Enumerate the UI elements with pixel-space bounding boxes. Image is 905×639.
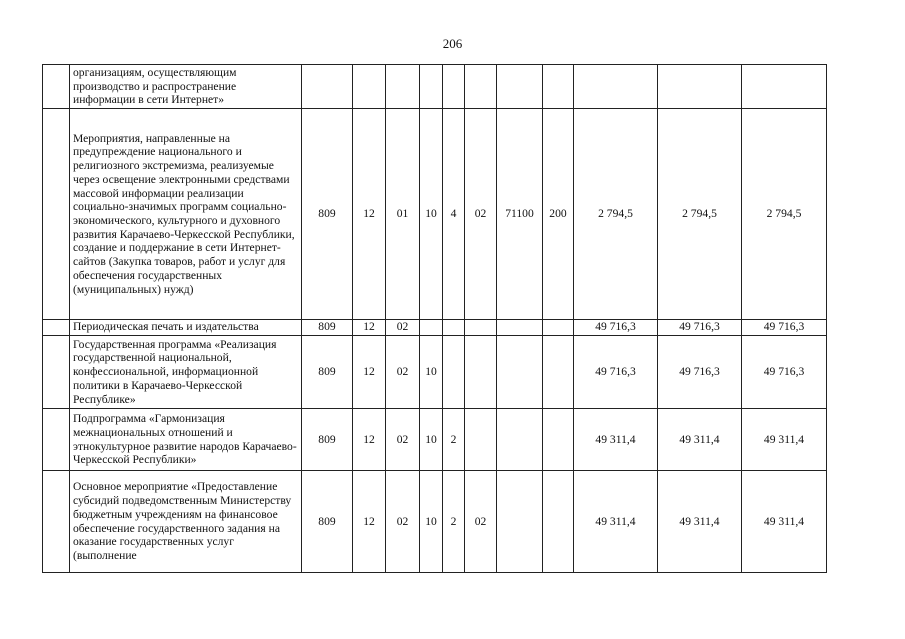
- table-row: [43, 409, 827, 471]
- amount-2: 49 716,3: [658, 320, 742, 336]
- row-index-cell: [43, 409, 70, 471]
- amount-1: [574, 65, 658, 109]
- expense-type-code: [543, 471, 574, 573]
- ved-code: 809: [302, 409, 353, 471]
- ved-code: 809: [302, 336, 353, 409]
- expense-type-code: [543, 409, 574, 471]
- direction-code: [497, 336, 543, 409]
- program-code: [420, 65, 443, 109]
- expense-type-code: [543, 65, 574, 109]
- main-event-code: 02: [465, 471, 497, 573]
- subsection-code: [386, 65, 420, 109]
- subsection-code: 02: [386, 471, 420, 573]
- budget-table: [42, 64, 827, 573]
- main-event-code: 02: [465, 109, 497, 320]
- subsection-code: 02: [386, 320, 420, 336]
- amount-2: 49 716,3: [658, 336, 742, 409]
- direction-code: [497, 320, 543, 336]
- item-name: Основное мероприятие «Предоставление субсидий подведомственным Министерству бюджетным учреждениям на финансовое обеспечение государственного задания на оказание государственных услуг (выполнение: [70, 471, 302, 573]
- expense-type-code: [543, 320, 574, 336]
- row-index-cell: [43, 320, 70, 336]
- amount-3: 2 794,5: [742, 109, 827, 320]
- table-row: [43, 336, 827, 409]
- subprogram-code: [443, 320, 465, 336]
- item-name: организациям, осуществляющим производство и распространение информации в сети Интернет»: [70, 65, 302, 109]
- table-row: [43, 320, 827, 336]
- amount-2: 2 794,5: [658, 109, 742, 320]
- subsection-code: 02: [386, 409, 420, 471]
- amount-1: 49 716,3: [574, 336, 658, 409]
- amount-3: 49 716,3: [742, 320, 827, 336]
- subsection-code: 02: [386, 336, 420, 409]
- section-code: 12: [353, 336, 386, 409]
- row-index-cell: [43, 471, 70, 573]
- section-code: [353, 65, 386, 109]
- page-number: 206: [442, 36, 463, 51]
- table-row: [43, 65, 827, 109]
- amount-2: 49 311,4: [658, 471, 742, 573]
- main-event-code: [465, 336, 497, 409]
- subsection-code: 01: [386, 109, 420, 320]
- ved-code: 809: [302, 471, 353, 573]
- budget-table-body: [43, 65, 827, 573]
- subprogram-code: 4: [443, 109, 465, 320]
- table-row: [43, 109, 827, 320]
- section-code: 12: [353, 320, 386, 336]
- amount-1: 2 794,5: [574, 109, 658, 320]
- main-event-code: [465, 409, 497, 471]
- amount-1: 49 716,3: [574, 320, 658, 336]
- direction-code: [497, 65, 543, 109]
- item-name: Государственная программа «Реализация государственной национальной, конфессиональной, информационной политики в Карачаево-Черкесской Республике»: [70, 336, 302, 409]
- amount-1: 49 311,4: [574, 409, 658, 471]
- amount-3: 49 311,4: [742, 409, 827, 471]
- subprogram-code: 2: [443, 471, 465, 573]
- main-event-code: [465, 320, 497, 336]
- subprogram-code: [443, 65, 465, 109]
- direction-code: [497, 471, 543, 573]
- expense-type-code: 200: [543, 109, 574, 320]
- item-name: Мероприятия, направленные на предупреждение национального и религиозного экстремизма, реализуемые через освещение электронными средствами массовой информации реализации социально-значимых программ социально-экономического, культурного и духовного развития Карачаево-Черкесской Республики, создание и поддержание в сети Интернет-сайтов (Закупка товаров, работ и услуг для обеспечения государственных (муниципальных) нужд): [70, 109, 302, 320]
- direction-code: [497, 409, 543, 471]
- section-code: 12: [353, 109, 386, 320]
- program-code: 10: [420, 109, 443, 320]
- amount-2: 49 311,4: [658, 409, 742, 471]
- main-event-code: [465, 65, 497, 109]
- item-name: Периодическая печать и издательства: [70, 320, 302, 336]
- program-code: 10: [420, 409, 443, 471]
- amount-2: [658, 65, 742, 109]
- section-code: 12: [353, 471, 386, 573]
- ved-code: [302, 65, 353, 109]
- subprogram-code: 2: [443, 409, 465, 471]
- amount-3: 49 716,3: [742, 336, 827, 409]
- section-code: 12: [353, 409, 386, 471]
- item-name: Подпрограмма «Гармонизация межнациональных отношений и этнокультурное развитие народов Карачаево-Черкесской Республики»: [70, 409, 302, 471]
- amount-3: [742, 65, 827, 109]
- direction-code: 71100: [497, 109, 543, 320]
- ved-code: 809: [302, 320, 353, 336]
- row-index-cell: [43, 336, 70, 409]
- row-index-cell: [43, 65, 70, 109]
- program-code: 10: [420, 471, 443, 573]
- subprogram-code: [443, 336, 465, 409]
- ved-code: 809: [302, 109, 353, 320]
- amount-3: 49 311,4: [742, 471, 827, 573]
- expense-type-code: [543, 336, 574, 409]
- table-row: [43, 471, 827, 573]
- row-index-cell: [43, 109, 70, 320]
- amount-1: 49 311,4: [574, 471, 658, 573]
- program-code: [420, 320, 443, 336]
- program-code: 10: [420, 336, 443, 409]
